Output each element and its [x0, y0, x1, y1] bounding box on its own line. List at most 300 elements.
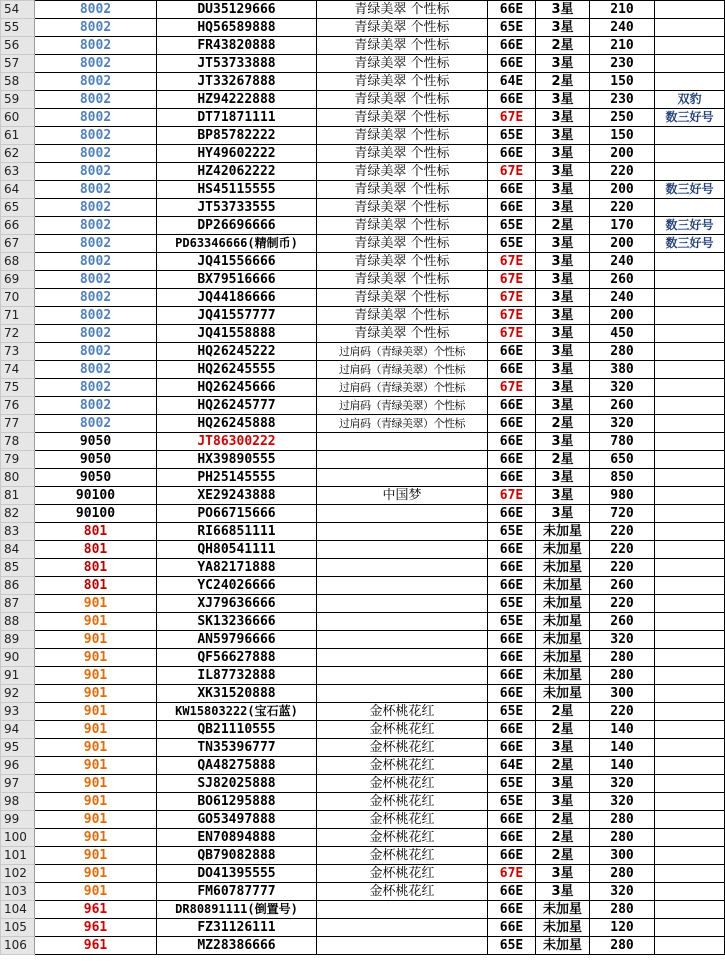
star-cell[interactable]: 2星	[536, 757, 590, 775]
note-cell[interactable]	[655, 721, 725, 739]
star-cell[interactable]: 未加星	[536, 577, 590, 595]
grade-cell[interactable]: 66E	[488, 541, 536, 559]
code-cell[interactable]: HQ26245222	[157, 343, 317, 361]
price-cell[interactable]: 220	[590, 163, 655, 181]
star-cell[interactable]: 未加星	[536, 667, 590, 685]
price-cell[interactable]: 280	[590, 811, 655, 829]
series-cell[interactable]: 8002	[35, 235, 157, 253]
note-cell[interactable]	[655, 775, 725, 793]
note-cell[interactable]: 数三好号	[655, 217, 725, 235]
price-cell[interactable]: 200	[590, 235, 655, 253]
grade-cell[interactable]: 65E	[488, 523, 536, 541]
star-cell[interactable]: 2星	[536, 811, 590, 829]
star-cell[interactable]: 2星	[536, 415, 590, 433]
code-cell[interactable]: HS45115555	[157, 181, 317, 199]
row-number[interactable]: 94	[1, 721, 35, 739]
code-cell[interactable]: TN35396777	[157, 739, 317, 757]
star-cell[interactable]: 3星	[536, 127, 590, 145]
code-cell[interactable]: BP85782222	[157, 127, 317, 145]
series-cell[interactable]: 8002	[35, 199, 157, 217]
price-cell[interactable]: 240	[590, 19, 655, 37]
grade-cell[interactable]: 66E	[488, 433, 536, 451]
note-cell[interactable]	[655, 1, 725, 19]
series-cell[interactable]: 8002	[35, 181, 157, 199]
row-number[interactable]: 88	[1, 613, 35, 631]
series-cell[interactable]: 8002	[35, 127, 157, 145]
row-number[interactable]: 103	[1, 883, 35, 901]
price-cell[interactable]: 220	[590, 541, 655, 559]
category-cell[interactable]: 过肩码（青绿美翠）个性标	[317, 343, 488, 361]
grade-cell[interactable]: 65E	[488, 127, 536, 145]
category-cell[interactable]: 中国梦	[317, 487, 488, 505]
star-cell[interactable]: 3星	[536, 19, 590, 37]
note-cell[interactable]	[655, 451, 725, 469]
series-cell[interactable]: 901	[35, 721, 157, 739]
grade-cell[interactable]: 66E	[488, 343, 536, 361]
price-cell[interactable]: 230	[590, 55, 655, 73]
note-cell[interactable]	[655, 325, 725, 343]
grade-cell[interactable]: 66E	[488, 37, 536, 55]
note-cell[interactable]	[655, 433, 725, 451]
price-cell[interactable]: 230	[590, 91, 655, 109]
star-cell[interactable]: 3星	[536, 1, 590, 19]
price-cell[interactable]: 260	[590, 271, 655, 289]
series-cell[interactable]: 8002	[35, 325, 157, 343]
grade-cell[interactable]: 66E	[488, 901, 536, 919]
series-cell[interactable]: 9050	[35, 451, 157, 469]
category-cell[interactable]: 青绿美翠 个性标	[317, 55, 488, 73]
grade-cell[interactable]: 66E	[488, 55, 536, 73]
code-cell[interactable]: HX39890555	[157, 451, 317, 469]
row-number[interactable]: 75	[1, 379, 35, 397]
series-cell[interactable]: 8002	[35, 307, 157, 325]
note-cell[interactable]	[655, 397, 725, 415]
grade-cell[interactable]: 65E	[488, 793, 536, 811]
code-cell[interactable]: DR80891111(倒置号)	[157, 901, 317, 919]
category-cell[interactable]	[317, 559, 488, 577]
star-cell[interactable]: 未加星	[536, 631, 590, 649]
note-cell[interactable]	[655, 649, 725, 667]
star-cell[interactable]: 2星	[536, 703, 590, 721]
star-cell[interactable]: 2星	[536, 217, 590, 235]
code-cell[interactable]: PH25145555	[157, 469, 317, 487]
row-number[interactable]: 99	[1, 811, 35, 829]
code-cell[interactable]: HQ26245888	[157, 415, 317, 433]
code-cell[interactable]: QB21110555	[157, 721, 317, 739]
grade-cell[interactable]: 65E	[488, 937, 536, 955]
grade-cell[interactable]: 65E	[488, 19, 536, 37]
category-cell[interactable]: 青绿美翠 个性标	[317, 289, 488, 307]
series-cell[interactable]: 801	[35, 541, 157, 559]
code-cell[interactable]: JT53733555	[157, 199, 317, 217]
row-number[interactable]: 79	[1, 451, 35, 469]
code-cell[interactable]: JT33267888	[157, 73, 317, 91]
price-cell[interactable]: 450	[590, 325, 655, 343]
code-cell[interactable]: QB79082888	[157, 847, 317, 865]
series-cell[interactable]: 8002	[35, 253, 157, 271]
row-number[interactable]: 54	[1, 1, 35, 19]
row-number[interactable]: 62	[1, 145, 35, 163]
price-cell[interactable]: 280	[590, 649, 655, 667]
series-cell[interactable]: 961	[35, 901, 157, 919]
code-cell[interactable]: FZ31126111	[157, 919, 317, 937]
price-cell[interactable]: 300	[590, 685, 655, 703]
category-cell[interactable]	[317, 685, 488, 703]
star-cell[interactable]: 未加星	[536, 919, 590, 937]
price-cell[interactable]: 650	[590, 451, 655, 469]
price-cell[interactable]: 240	[590, 289, 655, 307]
price-cell[interactable]: 210	[590, 37, 655, 55]
grade-cell[interactable]: 66E	[488, 181, 536, 199]
star-cell[interactable]: 3星	[536, 181, 590, 199]
grade-cell[interactable]: 65E	[488, 217, 536, 235]
series-cell[interactable]: 8002	[35, 343, 157, 361]
grade-cell[interactable]: 67E	[488, 289, 536, 307]
note-cell[interactable]	[655, 631, 725, 649]
price-cell[interactable]: 320	[590, 379, 655, 397]
category-cell[interactable]: 青绿美翠 个性标	[317, 1, 488, 19]
price-cell[interactable]: 280	[590, 829, 655, 847]
note-cell[interactable]	[655, 595, 725, 613]
series-cell[interactable]: 901	[35, 847, 157, 865]
category-cell[interactable]: 金杯桃花红	[317, 721, 488, 739]
category-cell[interactable]: 金杯桃花红	[317, 793, 488, 811]
price-cell[interactable]: 260	[590, 577, 655, 595]
note-cell[interactable]: 数三好号	[655, 235, 725, 253]
note-cell[interactable]: 数三好号	[655, 109, 725, 127]
grade-cell[interactable]: 66E	[488, 451, 536, 469]
price-cell[interactable]: 150	[590, 127, 655, 145]
star-cell[interactable]: 2星	[536, 451, 590, 469]
category-cell[interactable]	[317, 577, 488, 595]
price-cell[interactable]: 780	[590, 433, 655, 451]
series-cell[interactable]: 901	[35, 793, 157, 811]
code-cell[interactable]: JQ41558888	[157, 325, 317, 343]
row-number[interactable]: 105	[1, 919, 35, 937]
note-cell[interactable]	[655, 505, 725, 523]
grade-cell[interactable]: 66E	[488, 505, 536, 523]
grade-cell[interactable]: 67E	[488, 253, 536, 271]
grade-cell[interactable]: 67E	[488, 379, 536, 397]
code-cell[interactable]: DT71871111	[157, 109, 317, 127]
star-cell[interactable]: 未加星	[536, 523, 590, 541]
grade-cell[interactable]: 66E	[488, 199, 536, 217]
note-cell[interactable]	[655, 667, 725, 685]
series-cell[interactable]: 8002	[35, 145, 157, 163]
grade-cell[interactable]: 66E	[488, 1, 536, 19]
star-cell[interactable]: 3星	[536, 433, 590, 451]
series-cell[interactable]: 8002	[35, 289, 157, 307]
grade-cell[interactable]: 66E	[488, 397, 536, 415]
price-cell[interactable]: 320	[590, 415, 655, 433]
row-number[interactable]: 100	[1, 829, 35, 847]
row-number[interactable]: 64	[1, 181, 35, 199]
price-cell[interactable]: 720	[590, 505, 655, 523]
code-cell[interactable]: IL87732888	[157, 667, 317, 685]
row-number[interactable]: 106	[1, 937, 35, 955]
note-cell[interactable]	[655, 847, 725, 865]
series-cell[interactable]: 8002	[35, 415, 157, 433]
series-cell[interactable]: 801	[35, 559, 157, 577]
star-cell[interactable]: 3星	[536, 343, 590, 361]
note-cell[interactable]	[655, 469, 725, 487]
star-cell[interactable]: 3星	[536, 91, 590, 109]
category-cell[interactable]	[317, 523, 488, 541]
code-cell[interactable]: SK13236666	[157, 613, 317, 631]
category-cell[interactable]: 金杯桃花红	[317, 811, 488, 829]
price-cell[interactable]: 140	[590, 721, 655, 739]
row-number[interactable]: 85	[1, 559, 35, 577]
star-cell[interactable]: 未加星	[536, 685, 590, 703]
row-number[interactable]: 76	[1, 397, 35, 415]
series-cell[interactable]: 901	[35, 595, 157, 613]
category-cell[interactable]: 青绿美翠 个性标	[317, 199, 488, 217]
star-cell[interactable]: 未加星	[536, 541, 590, 559]
note-cell[interactable]	[655, 811, 725, 829]
series-cell[interactable]: 8002	[35, 163, 157, 181]
category-cell[interactable]: 金杯桃花红	[317, 847, 488, 865]
row-number[interactable]: 67	[1, 235, 35, 253]
series-cell[interactable]: 901	[35, 703, 157, 721]
price-cell[interactable]: 280	[590, 865, 655, 883]
code-cell[interactable]: BO61295888	[157, 793, 317, 811]
series-cell[interactable]: 9050	[35, 469, 157, 487]
row-number[interactable]: 81	[1, 487, 35, 505]
code-cell[interactable]: JT53733888	[157, 55, 317, 73]
row-number[interactable]: 74	[1, 361, 35, 379]
star-cell[interactable]: 3星	[536, 379, 590, 397]
grade-cell[interactable]: 66E	[488, 685, 536, 703]
category-cell[interactable]: 青绿美翠 个性标	[317, 253, 488, 271]
grade-cell[interactable]: 66E	[488, 847, 536, 865]
note-cell[interactable]	[655, 73, 725, 91]
series-cell[interactable]: 90100	[35, 505, 157, 523]
category-cell[interactable]	[317, 649, 488, 667]
row-number[interactable]: 87	[1, 595, 35, 613]
star-cell[interactable]: 3星	[536, 325, 590, 343]
star-cell[interactable]: 2星	[536, 847, 590, 865]
note-cell[interactable]	[655, 55, 725, 73]
category-cell[interactable]	[317, 937, 488, 955]
grade-cell[interactable]: 66E	[488, 145, 536, 163]
code-cell[interactable]: EN70894888	[157, 829, 317, 847]
category-cell[interactable]	[317, 631, 488, 649]
series-cell[interactable]: 8002	[35, 109, 157, 127]
note-cell[interactable]	[655, 559, 725, 577]
row-number[interactable]: 101	[1, 847, 35, 865]
star-cell[interactable]: 3星	[536, 235, 590, 253]
note-cell[interactable]	[655, 37, 725, 55]
code-cell[interactable]: AN59796666	[157, 631, 317, 649]
note-cell[interactable]	[655, 199, 725, 217]
series-cell[interactable]: 8002	[35, 73, 157, 91]
code-cell[interactable]: JT86300222	[157, 433, 317, 451]
category-cell[interactable]: 金杯桃花红	[317, 829, 488, 847]
category-cell[interactable]: 青绿美翠 个性标	[317, 325, 488, 343]
series-cell[interactable]: 901	[35, 865, 157, 883]
code-cell[interactable]: QH80541111	[157, 541, 317, 559]
star-cell[interactable]: 3星	[536, 307, 590, 325]
note-cell[interactable]	[655, 145, 725, 163]
star-cell[interactable]: 3星	[536, 145, 590, 163]
note-cell[interactable]	[655, 343, 725, 361]
code-cell[interactable]: XJ79636666	[157, 595, 317, 613]
grade-cell[interactable]: 67E	[488, 865, 536, 883]
row-number[interactable]: 86	[1, 577, 35, 595]
category-cell[interactable]: 青绿美翠 个性标	[317, 127, 488, 145]
star-cell[interactable]: 2星	[536, 73, 590, 91]
row-number[interactable]: 73	[1, 343, 35, 361]
row-number[interactable]: 70	[1, 289, 35, 307]
star-cell[interactable]: 3星	[536, 163, 590, 181]
row-number[interactable]: 78	[1, 433, 35, 451]
price-cell[interactable]: 200	[590, 181, 655, 199]
code-cell[interactable]: SJ82025888	[157, 775, 317, 793]
price-cell[interactable]: 280	[590, 901, 655, 919]
code-cell[interactable]: DP26696666	[157, 217, 317, 235]
code-cell[interactable]: MZ28386666	[157, 937, 317, 955]
note-cell[interactable]	[655, 937, 725, 955]
code-cell[interactable]: JQ44186666	[157, 289, 317, 307]
row-number[interactable]: 57	[1, 55, 35, 73]
row-number[interactable]: 68	[1, 253, 35, 271]
note-cell[interactable]	[655, 127, 725, 145]
category-cell[interactable]: 青绿美翠 个性标	[317, 109, 488, 127]
row-number[interactable]: 80	[1, 469, 35, 487]
category-cell[interactable]: 过肩码（青绿美翠）个性标	[317, 415, 488, 433]
grade-cell[interactable]: 66E	[488, 91, 536, 109]
price-cell[interactable]: 120	[590, 919, 655, 937]
note-cell[interactable]	[655, 271, 725, 289]
series-cell[interactable]: 901	[35, 883, 157, 901]
grade-cell[interactable]: 66E	[488, 919, 536, 937]
series-cell[interactable]: 8002	[35, 1, 157, 19]
star-cell[interactable]: 3星	[536, 271, 590, 289]
series-cell[interactable]: 90100	[35, 487, 157, 505]
series-cell[interactable]: 901	[35, 667, 157, 685]
row-number[interactable]: 96	[1, 757, 35, 775]
series-cell[interactable]: 8002	[35, 55, 157, 73]
grade-cell[interactable]: 66E	[488, 415, 536, 433]
row-number[interactable]: 72	[1, 325, 35, 343]
price-cell[interactable]: 280	[590, 937, 655, 955]
grade-cell[interactable]: 65E	[488, 235, 536, 253]
category-cell[interactable]: 过肩码（青绿美翠）个性标	[317, 361, 488, 379]
row-number[interactable]: 61	[1, 127, 35, 145]
series-cell[interactable]: 901	[35, 631, 157, 649]
price-cell[interactable]: 380	[590, 361, 655, 379]
grade-cell[interactable]: 65E	[488, 595, 536, 613]
series-cell[interactable]: 901	[35, 649, 157, 667]
row-number[interactable]: 104	[1, 901, 35, 919]
star-cell[interactable]: 未加星	[536, 559, 590, 577]
star-cell[interactable]: 3星	[536, 739, 590, 757]
code-cell[interactable]: GO53497888	[157, 811, 317, 829]
category-cell[interactable]: 青绿美翠 个性标	[317, 235, 488, 253]
star-cell[interactable]: 2星	[536, 829, 590, 847]
series-cell[interactable]: 901	[35, 775, 157, 793]
code-cell[interactable]: HY49602222	[157, 145, 317, 163]
grade-cell[interactable]: 66E	[488, 883, 536, 901]
price-cell[interactable]: 200	[590, 145, 655, 163]
grade-cell[interactable]: 65E	[488, 703, 536, 721]
note-cell[interactable]	[655, 19, 725, 37]
series-cell[interactable]: 8002	[35, 37, 157, 55]
category-cell[interactable]: 金杯桃花红	[317, 703, 488, 721]
star-cell[interactable]: 2星	[536, 721, 590, 739]
price-cell[interactable]: 280	[590, 343, 655, 361]
star-cell[interactable]: 未加星	[536, 613, 590, 631]
star-cell[interactable]: 3星	[536, 793, 590, 811]
row-number[interactable]: 59	[1, 91, 35, 109]
category-cell[interactable]: 青绿美翠 个性标	[317, 181, 488, 199]
series-cell[interactable]: 901	[35, 739, 157, 757]
price-cell[interactable]: 320	[590, 631, 655, 649]
category-cell[interactable]: 青绿美翠 个性标	[317, 217, 488, 235]
code-cell[interactable]: QA48275888	[157, 757, 317, 775]
category-cell[interactable]	[317, 595, 488, 613]
grade-cell[interactable]: 65E	[488, 775, 536, 793]
note-cell[interactable]	[655, 307, 725, 325]
note-cell[interactable]	[655, 865, 725, 883]
row-number[interactable]: 92	[1, 685, 35, 703]
price-cell[interactable]: 140	[590, 757, 655, 775]
series-cell[interactable]: 901	[35, 613, 157, 631]
price-cell[interactable]: 320	[590, 793, 655, 811]
category-cell[interactable]: 过肩码（青绿美翠）个性标	[317, 397, 488, 415]
category-cell[interactable]: 金杯桃花红	[317, 775, 488, 793]
note-cell[interactable]	[655, 523, 725, 541]
star-cell[interactable]: 未加星	[536, 937, 590, 955]
price-cell[interactable]: 850	[590, 469, 655, 487]
code-cell[interactable]: PD63346666(精制币)	[157, 235, 317, 253]
price-cell[interactable]: 200	[590, 307, 655, 325]
grade-cell[interactable]: 66E	[488, 469, 536, 487]
category-cell[interactable]: 青绿美翠 个性标	[317, 73, 488, 91]
series-cell[interactable]: 8002	[35, 217, 157, 235]
star-cell[interactable]: 3星	[536, 469, 590, 487]
note-cell[interactable]	[655, 289, 725, 307]
star-cell[interactable]: 3星	[536, 487, 590, 505]
code-cell[interactable]: HQ26245777	[157, 397, 317, 415]
note-cell[interactable]	[655, 415, 725, 433]
note-cell[interactable]	[655, 487, 725, 505]
category-cell[interactable]: 金杯桃花红	[317, 865, 488, 883]
series-cell[interactable]: 8002	[35, 19, 157, 37]
code-cell[interactable]: DO41395555	[157, 865, 317, 883]
series-cell[interactable]: 8002	[35, 397, 157, 415]
code-cell[interactable]: XK31520888	[157, 685, 317, 703]
grade-cell[interactable]: 66E	[488, 739, 536, 757]
category-cell[interactable]: 金杯桃花红	[317, 757, 488, 775]
price-cell[interactable]: 320	[590, 775, 655, 793]
code-cell[interactable]: RI66851111	[157, 523, 317, 541]
row-number[interactable]: 56	[1, 37, 35, 55]
row-number[interactable]: 58	[1, 73, 35, 91]
category-cell[interactable]	[317, 469, 488, 487]
series-cell[interactable]: 901	[35, 829, 157, 847]
grade-cell[interactable]: 66E	[488, 829, 536, 847]
price-cell[interactable]: 210	[590, 1, 655, 19]
price-cell[interactable]: 220	[590, 199, 655, 217]
code-cell[interactable]: XE29243888	[157, 487, 317, 505]
row-number[interactable]: 97	[1, 775, 35, 793]
star-cell[interactable]: 3星	[536, 253, 590, 271]
grade-cell[interactable]: 67E	[488, 271, 536, 289]
note-cell[interactable]	[655, 361, 725, 379]
code-cell[interactable]: PO66715666	[157, 505, 317, 523]
code-cell[interactable]: JQ41557777	[157, 307, 317, 325]
